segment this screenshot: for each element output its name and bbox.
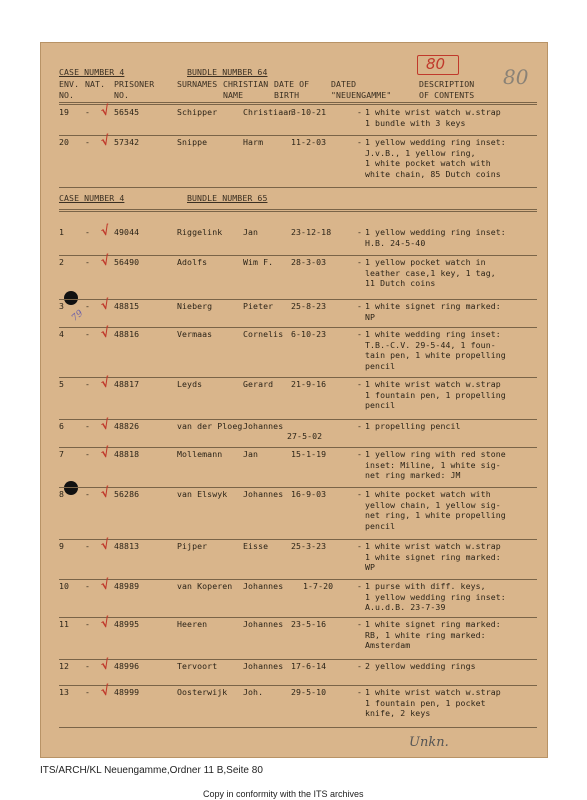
dated-dash: -	[357, 619, 363, 629]
env-number: 10	[59, 581, 70, 591]
col-env-no: ENV. NO.	[59, 79, 80, 100]
date-of-birth: 6-10-23	[291, 329, 327, 339]
description: 1 propelling pencil	[365, 421, 461, 431]
dated-dash: -	[357, 301, 363, 311]
dated-dash: -	[357, 581, 363, 591]
red-check-mark: √	[99, 485, 112, 502]
date-of-birth: 21-9-16	[291, 379, 327, 389]
conformity-caption: Copy in conformity with the ITS archives	[203, 789, 364, 799]
description: 1 white wrist watch w.strap 1 fountain pen, 1 pocket knife, 2 keys	[365, 687, 501, 718]
nationality-dash: -	[85, 449, 91, 459]
dated-dash: -	[357, 661, 363, 671]
row-rule	[59, 135, 537, 136]
date-of-birth: 17-6-14	[291, 661, 327, 671]
row-rule	[59, 617, 537, 618]
prisoner-number: 49044	[114, 227, 140, 237]
bundle-number-header-2: BUNDLE NUMBER 65	[187, 193, 268, 203]
christian-name: Gerard	[243, 379, 274, 389]
description: 1 white wrist watch w.strap 1 white signet ring marked: WP	[365, 541, 501, 572]
row-rule	[59, 299, 537, 300]
env-number: 9	[59, 541, 65, 551]
env-number: 6	[59, 421, 65, 431]
date-of-birth: 25-3-23	[291, 541, 327, 551]
date-of-birth: 27-5-02	[287, 431, 323, 441]
prisoner-number: 48989	[114, 581, 140, 591]
christian-name: Joh.	[243, 687, 264, 697]
dated-dash: -	[357, 227, 363, 237]
nationality-dash: -	[85, 541, 91, 551]
christian-name: Harm	[243, 137, 264, 147]
description: 1 white wrist watch w.strap 1 fountain pen, 1 propelling pencil	[365, 379, 506, 410]
env-number: 5	[59, 379, 65, 389]
nationality-dash: -	[85, 489, 91, 499]
christian-name: Christiaan	[243, 107, 294, 117]
case-number-header-2: CASE NUMBER 4	[59, 193, 125, 203]
surname: van Elswyk	[177, 489, 228, 499]
nationality-dash: -	[85, 687, 91, 697]
red-check-mark: √	[99, 223, 112, 240]
col-surnames: SURNAMES	[177, 79, 218, 89]
margin-pencil-note: 79	[69, 308, 86, 324]
surname: Pijper	[177, 541, 208, 551]
description: 2 yellow wedding rings	[365, 661, 476, 671]
dated-dash: -	[357, 329, 363, 339]
env-number: 1	[59, 227, 65, 237]
date-of-birth: 1-7-20	[303, 581, 334, 591]
red-check-mark: √	[99, 133, 112, 150]
surname: Mollemann	[177, 449, 223, 459]
surname: Tervoort	[177, 661, 218, 671]
christian-name: Johannes	[243, 619, 284, 629]
date-of-birth: 16-9-03	[291, 489, 327, 499]
red-check-mark: √	[99, 297, 112, 314]
dated-dash: -	[357, 421, 363, 431]
row-rule	[59, 377, 537, 378]
dated-dash: -	[357, 489, 363, 499]
col-date-of-birth: DATE OF BIRTH	[274, 79, 310, 100]
surname: Oosterwijk	[177, 687, 228, 697]
prisoner-number: 48817	[114, 379, 140, 389]
description: 1 white wrist watch w.strap 1 bundle with 3 keys	[365, 107, 501, 128]
col-prisoner-no: PRISONER NO.	[114, 79, 155, 100]
dated-dash: -	[357, 449, 363, 459]
row-rule	[59, 579, 537, 580]
christian-name: Jan	[243, 227, 259, 237]
date-of-birth: 15-1-19	[291, 449, 327, 459]
red-check-mark: √	[99, 537, 112, 554]
case-number-header: CASE NUMBER 4	[59, 67, 125, 77]
pencil-page-number: 80	[503, 65, 529, 89]
red-check-mark: √	[99, 417, 112, 434]
description: 1 yellow ring with red stone inset: Miline, 1 white sig- net ring marked: JM	[365, 449, 506, 480]
christian-name: Pieter	[243, 301, 274, 311]
christian-name: Johannes	[243, 421, 284, 431]
handwritten-signature: Unkn.	[409, 735, 449, 750]
col-christian-name: CHRISTIAN NAME	[223, 79, 269, 100]
prisoner-number: 56286	[114, 489, 140, 499]
nationality-dash: -	[85, 581, 91, 591]
row-rule	[59, 539, 537, 540]
date-of-birth: 25-8-23	[291, 301, 327, 311]
surname: Riggelink	[177, 227, 223, 237]
surname: Schipper	[177, 107, 218, 117]
date-of-birth: 23-5-16	[291, 619, 327, 629]
description: 1 yellow wedding ring inset: J.v.B., 1 yellow ring, 1 white pocket watch with white chain, 85 Dutch coins	[365, 137, 506, 179]
red-check-mark: √	[99, 657, 112, 674]
row-rule	[59, 727, 537, 728]
red-check-mark: √	[99, 103, 112, 120]
row-rule	[59, 659, 537, 660]
dated-dash: -	[357, 107, 363, 117]
surname: Snippe	[177, 137, 208, 147]
nationality-dash: -	[85, 227, 91, 237]
red-check-mark: √	[99, 445, 112, 462]
env-number: 3	[59, 301, 65, 311]
date-of-birth: 29-5-10	[291, 687, 327, 697]
nationality-dash: -	[85, 329, 91, 339]
nationality-dash: -	[85, 107, 91, 117]
date-of-birth: 11-2-03	[291, 137, 327, 147]
row-rule	[59, 419, 537, 420]
dated-dash: -	[357, 687, 363, 697]
surname: Nieberg	[177, 301, 213, 311]
date-of-birth: 3-10-21	[291, 107, 327, 117]
punch-hole-top	[64, 291, 78, 305]
col-dated: DATED "NEUENGAMME"	[331, 79, 392, 100]
env-number: 7	[59, 449, 65, 459]
row-rule	[59, 487, 537, 488]
christian-name: Cornelis	[243, 329, 284, 339]
prisoner-number: 56545	[114, 107, 140, 117]
surname: Vermaas	[177, 329, 213, 339]
date-of-birth: 23-12-18	[291, 227, 332, 237]
red-check-mark: √	[99, 325, 112, 342]
dated-dash: -	[357, 257, 363, 267]
source-caption: ITS/ARCH/KL Neuengamme,Ordner 11 B,Seite 80	[40, 765, 263, 776]
christian-name: Jan	[243, 449, 259, 459]
description: 1 white signet ring marked: NP	[365, 301, 501, 322]
row-rule	[59, 187, 537, 188]
prisoner-number: 48815	[114, 301, 140, 311]
nationality-dash: -	[85, 619, 91, 629]
red-check-mark: √	[99, 253, 112, 270]
env-number: 2	[59, 257, 65, 267]
nationality-dash: -	[85, 661, 91, 671]
header-rule	[59, 102, 537, 103]
row-rule	[59, 685, 537, 686]
description: 1 purse with diff. keys, 1 yellow wedding ring inset: A.u.d.B. 23-7-39	[365, 581, 506, 612]
christian-name: Eisse	[243, 541, 269, 551]
description: 1 white signet ring marked: RB, 1 white ring marked: Amsterdam	[365, 619, 501, 650]
date-of-birth: 28-3-03	[291, 257, 327, 267]
red-check-mark: √	[99, 615, 112, 632]
description: 1 white wedding ring inset: T.B.-C.V. 29-5-44, 1 foun- tain pen, 1 white propelling pencil	[365, 329, 506, 371]
description: 1 white pocket watch with yellow chain, 1 yellow sig- net ring, 1 white propelling pencil	[365, 489, 506, 531]
prisoner-number: 48813	[114, 541, 140, 551]
surname: van der Ploeg	[177, 421, 243, 431]
dated-dash: -	[357, 137, 363, 147]
red-check-mark: √	[99, 577, 112, 594]
surname: Heeren	[177, 619, 208, 629]
red-check-mark: √	[99, 375, 112, 392]
punch-hole-bottom	[64, 481, 78, 495]
env-number: 12	[59, 661, 70, 671]
env-number: 4	[59, 329, 65, 339]
christian-name: Johannes	[243, 489, 284, 499]
header-rule-2	[59, 209, 537, 210]
christian-name: Johannes	[243, 661, 284, 671]
prisoner-number: 48816	[114, 329, 140, 339]
nationality-dash: -	[85, 137, 91, 147]
nationality-dash: -	[85, 301, 91, 311]
nationality-dash: -	[85, 421, 91, 431]
nationality-dash: -	[85, 379, 91, 389]
prisoner-number: 57342	[114, 137, 140, 147]
surname: Adolfs	[177, 257, 208, 267]
description: 1 yellow pocket watch in leather case,1 key, 1 tag, 11 Dutch coins	[365, 257, 496, 288]
prisoner-number: 48996	[114, 661, 140, 671]
red-page-stamp: 80	[426, 55, 446, 73]
col-description: DESCRIPTION OF CONTENTS	[419, 79, 475, 100]
prisoner-number: 56490	[114, 257, 140, 267]
row-rule	[59, 255, 537, 256]
prisoner-number: 48995	[114, 619, 140, 629]
christian-name: Wim F.	[243, 257, 274, 267]
prisoner-number: 48826	[114, 421, 140, 431]
row-rule	[59, 327, 537, 328]
christian-name: Johannes	[243, 581, 284, 591]
description: 1 yellow wedding ring inset: H.B. 24-5-40	[365, 227, 506, 248]
dated-dash: -	[357, 379, 363, 389]
env-number: 20	[59, 137, 70, 147]
dated-dash: -	[357, 541, 363, 551]
env-number: 11	[59, 619, 70, 629]
surname: Leyds	[177, 379, 203, 389]
surname: van Koperen	[177, 581, 233, 591]
scanned-document	[40, 42, 548, 758]
prisoner-number: 48999	[114, 687, 140, 697]
bundle-number-header: BUNDLE NUMBER 64	[187, 67, 268, 77]
red-check-mark: √	[99, 683, 112, 700]
nationality-dash: -	[85, 257, 91, 267]
env-number: 19	[59, 107, 70, 117]
row-rule	[59, 447, 537, 448]
env-number: 8	[59, 489, 65, 499]
env-number: 13	[59, 687, 70, 697]
prisoner-number: 48818	[114, 449, 140, 459]
col-nat: NAT.	[85, 79, 106, 89]
